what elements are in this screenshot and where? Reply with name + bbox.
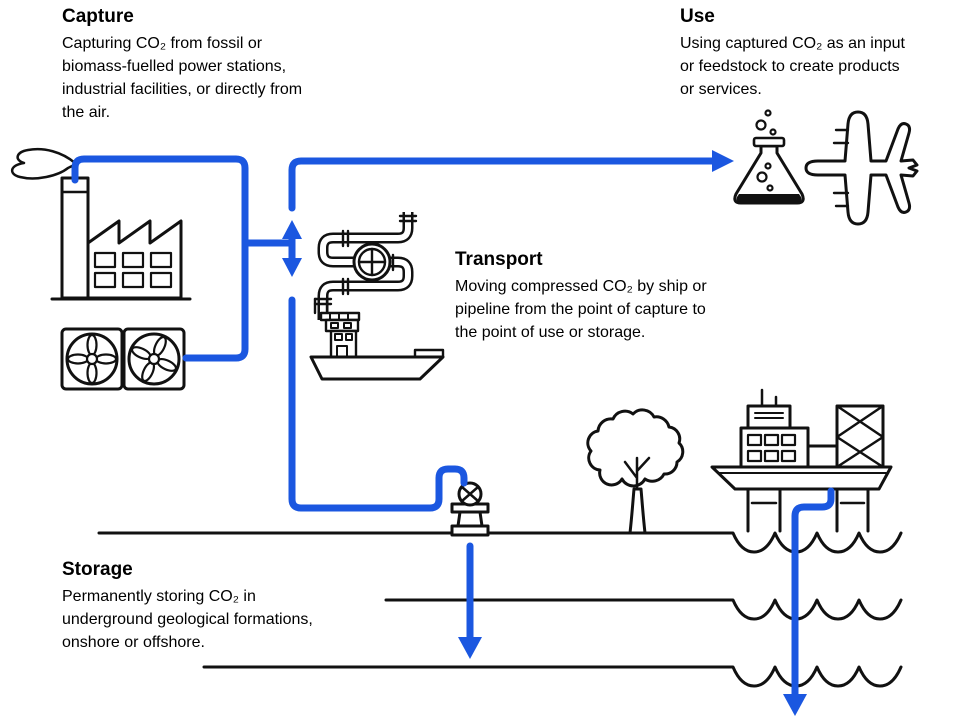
storage-line: Permanently storing CO₂ in <box>62 588 256 605</box>
use-line: Using captured CO₂ as an input <box>680 35 905 52</box>
use-text-block <box>680 6 905 101</box>
capture-text-block <box>62 6 302 124</box>
layer-line-2-with-waves <box>386 600 901 619</box>
dac-fans-icon <box>62 329 184 389</box>
pipeline-icon <box>315 212 416 320</box>
storage-line: underground geological formations, <box>62 611 313 628</box>
junction-to-use-line <box>292 161 714 208</box>
capture-line: industrial facilities, or directly from <box>62 81 303 98</box>
up-arrowhead <box>282 220 302 239</box>
storage-line: onshore or offshore. <box>62 634 205 651</box>
capture-line: biomass-fuelled power stations, <box>62 58 287 75</box>
capture-title: Capture <box>62 6 134 27</box>
offshore-injection-line <box>795 491 831 696</box>
down-arrowhead <box>282 258 302 277</box>
offshore-injection-arrowhead <box>783 694 807 716</box>
storage-title: Storage <box>62 559 133 580</box>
smoke-icon <box>12 149 75 178</box>
tree-icon <box>588 410 683 533</box>
transport-line: Moving compressed CO₂ by ship or <box>455 278 707 295</box>
transport-line: the point of use or storage. <box>455 324 646 341</box>
factory-icon <box>12 149 190 299</box>
junction-to-wellhead-line <box>292 300 464 508</box>
wellhead-icon <box>452 483 488 535</box>
capture-line: Capturing CO₂ from fossil or <box>62 35 263 52</box>
capture-line: the air. <box>62 104 111 121</box>
transport-title: Transport <box>455 249 543 270</box>
use-title: Use <box>680 6 715 27</box>
use-arrowhead <box>712 150 734 172</box>
surface-line-with-waves <box>99 533 901 552</box>
use-line: or services. <box>680 81 762 98</box>
airplane-icon <box>806 112 917 224</box>
ship-icon <box>311 299 443 379</box>
onshore-injection-arrowhead <box>458 637 482 659</box>
use-line: or feedstock to create products <box>680 58 900 75</box>
storage-text-block <box>62 559 313 654</box>
transport-text-block <box>455 249 707 344</box>
flask-icon <box>735 111 803 204</box>
transport-line: pipeline from the point of capture to <box>455 301 706 318</box>
